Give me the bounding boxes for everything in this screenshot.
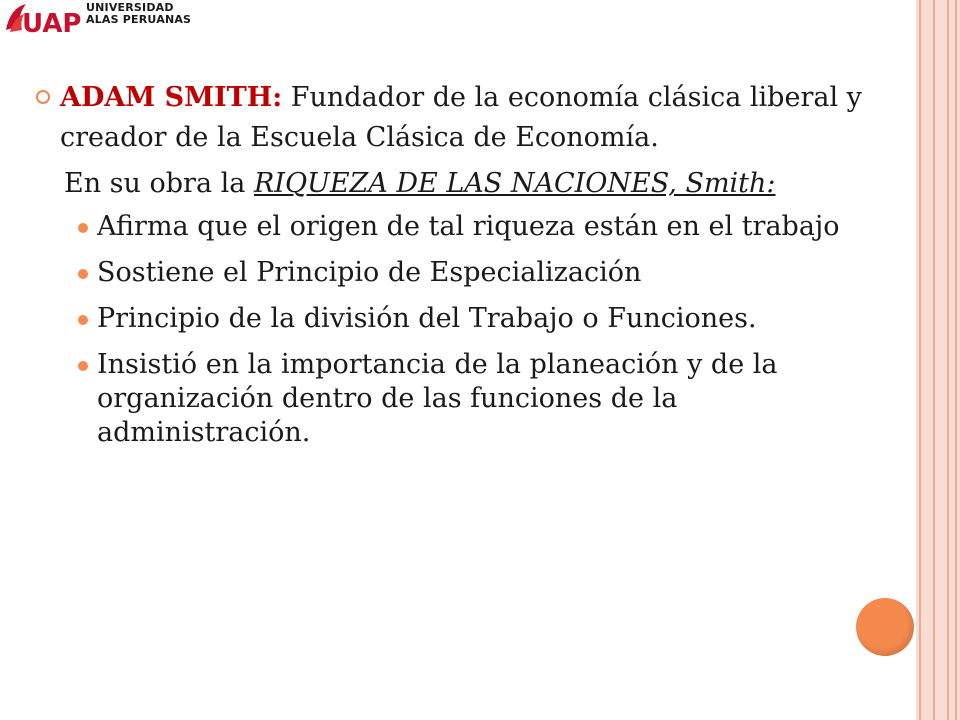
right-border-line <box>933 0 935 720</box>
work-paragraph <box>36 164 866 204</box>
ring-bullet-icon <box>36 90 50 104</box>
uap-emblem-icon <box>4 0 84 40</box>
logo-wordmark <box>86 2 191 26</box>
dot-bullet-icon <box>78 361 88 371</box>
dot-bullet-icon <box>78 223 88 233</box>
dot-bullet-icon <box>78 269 88 279</box>
main-bullet <box>36 78 866 158</box>
sub-bullet-list <box>36 210 866 450</box>
logo-line-2: ALAS PERUANAS <box>86 13 192 26</box>
dot-bullet-icon <box>78 315 88 325</box>
bullet-heading: ADAM SMITH: <box>60 82 283 113</box>
list-item <box>36 302 866 336</box>
list-item <box>36 348 866 450</box>
work-title: RIQUEZA DE LAS NACIONES, Smith: <box>253 168 776 199</box>
svg-text:UAP: UAP <box>22 9 82 39</box>
slide-content <box>36 78 866 462</box>
right-border-band <box>916 0 960 720</box>
bullet-text: Fundador de la economía clásica liberal y creador de la Escuela Clásica de Economía. <box>60 82 862 153</box>
list-item-text: Insistió en la importancia de la planeación y de la organización dentro de las funciones de la administración. <box>97 349 778 448</box>
list-item <box>36 256 866 290</box>
right-border-line <box>955 0 957 720</box>
university-logo <box>4 0 191 40</box>
logo-line-1: UNIVERSIDAD <box>86 1 174 14</box>
right-border-line <box>919 0 921 720</box>
list-item-text: Principio de la división del Trabajo o Funciones. <box>97 303 757 334</box>
decorative-orange-circle <box>856 598 914 656</box>
right-border-line <box>947 0 949 720</box>
list-item <box>36 210 866 244</box>
work-lead: En su obra la <box>64 168 254 199</box>
list-item-text: Sostiene el Principio de Especialización <box>97 257 642 288</box>
list-item-text: Afirma que el origen de tal riqueza están en el trabajo <box>97 211 840 242</box>
